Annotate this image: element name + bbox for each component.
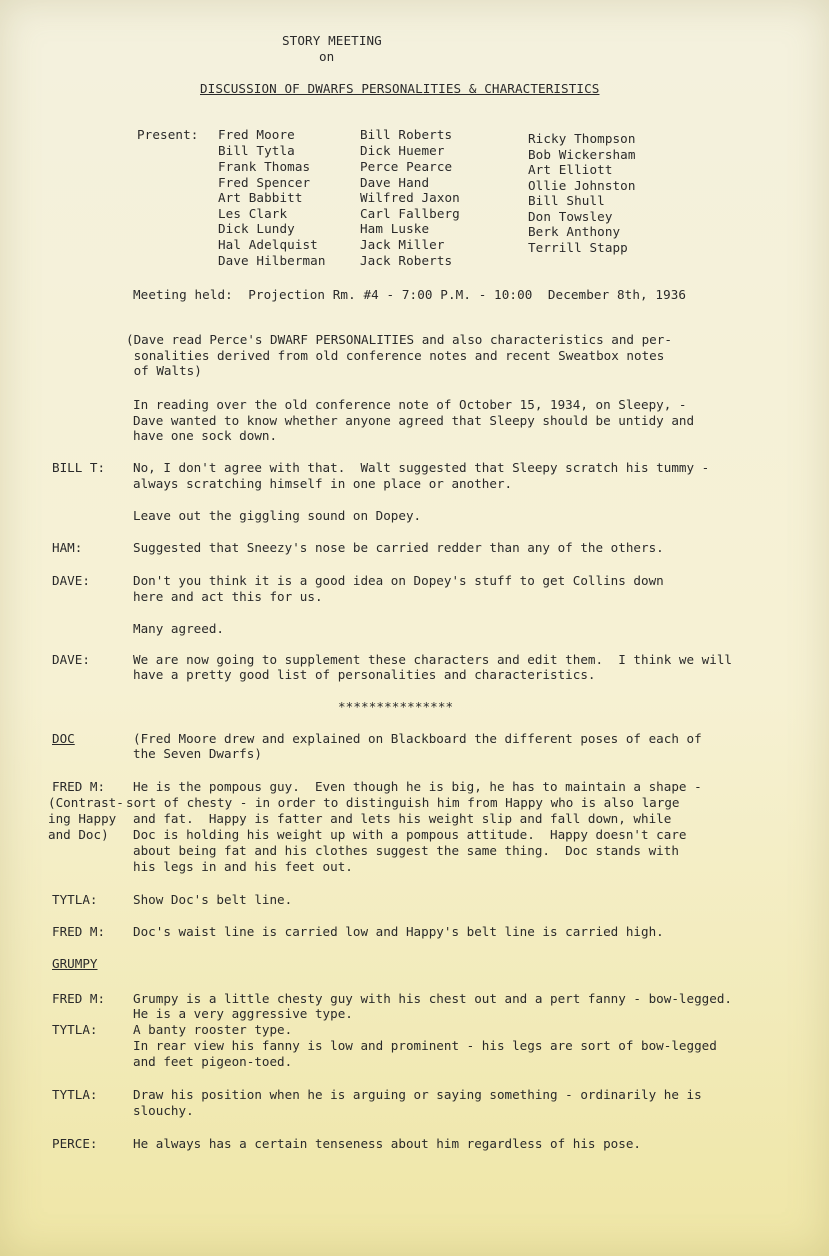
document-title: DISCUSSION OF DWARFS PERSONALITIES & CHARACTERISTICS [200, 81, 600, 96]
speaker-label: FRED M: [52, 991, 106, 1006]
dialogue-line: Show Doc's belt line. [133, 892, 293, 907]
header-line-on: on [319, 49, 335, 64]
attendee: Frank Thomas [218, 159, 311, 174]
dialogue-line: Doc is holding his weight up with a pompous attitude. Happy doesn't care [133, 827, 687, 842]
dialogue-line: He is the pompous guy. Even though he is big, he has to maintain a shape - [133, 779, 702, 794]
dialogue-line: Don't you think it is a good idea on Dopey's stuff to get Collins down [133, 573, 664, 588]
dialogue-line: always scratching himself in one place or another. [133, 476, 513, 491]
speaker-label: TYTLA: [52, 892, 98, 907]
attendee: Jack Miller [360, 237, 445, 252]
dialogue-line: He always has a certain tenseness about him regardless of his pose. [133, 1136, 641, 1151]
dialogue-line: We are now going to supplement these characters and edit them. I think we will [133, 652, 732, 667]
speaker-label: DAVE: [52, 573, 90, 588]
attendee: Perce Pearce [360, 159, 453, 174]
paragraph-line: have one sock down. [133, 428, 278, 443]
margin-note: ing Happy [48, 811, 117, 826]
dialogue-line: sort of chesty - in order to distinguish him from Happy who is also large [126, 795, 680, 810]
attendee: Hal Adelquist [218, 237, 318, 252]
speaker-label: PERCE: [52, 1136, 98, 1151]
attendee: Art Elliott [528, 162, 613, 177]
attendee: Les Clark [218, 206, 288, 221]
dialogue-line: his legs in and his feet out. [133, 859, 353, 874]
section-heading-doc: DOC [52, 731, 75, 746]
attendee: Bill Tytla [218, 143, 295, 158]
intro-line: sonalities derived from old conference notes and recent Sweatbox notes [126, 348, 665, 363]
dialogue-line: Many agreed. [133, 621, 224, 636]
attendee: Wilfred Jaxon [360, 190, 460, 205]
attendee: Ham Luske [360, 221, 430, 236]
speaker-label: TYTLA: [52, 1087, 98, 1102]
present-label: Present: [137, 127, 199, 142]
paragraph-line: In reading over the old conference note of October 15, 1934, on Sleepy, - [133, 397, 687, 412]
dialogue-line: about being fat and his clothes suggest the same thing. Doc stands with [133, 843, 679, 858]
attendee: Jack Roberts [360, 253, 453, 268]
speaker-label: TYTLA: [52, 1022, 98, 1037]
attendee: Dave Hand [360, 175, 430, 190]
dialogue-line: Suggested that Sneezy's nose be carried redder than any of the others. [133, 540, 664, 555]
attendee: Terrill Stapp [528, 240, 628, 255]
speaker-label: FRED M: [52, 779, 106, 794]
speaker-label: FRED M: [52, 924, 106, 939]
attendee: Ollie Johnston [528, 178, 636, 193]
dialogue-line: No, I don't agree with that. Walt suggested that Sleepy scratch his tummy - [133, 460, 710, 475]
attendee: Bill Shull [528, 193, 605, 208]
intro-line: (Dave read Perce's DWARF PERSONALITIES and also characteristics and per- [126, 332, 672, 347]
attendee: Don Towsley [528, 209, 613, 224]
dialogue-line: the Seven Dwarfs) [133, 746, 262, 761]
dialogue-line: In rear view his fanny is low and prominent - his legs are sort of bow-legged [133, 1038, 717, 1053]
attendee: Art Babbitt [218, 190, 303, 205]
intro-line: of Walts) [126, 363, 202, 378]
speaker-label: DAVE: [52, 652, 90, 667]
section-heading-grumpy: GRUMPY [52, 956, 98, 971]
dialogue-line: Grumpy is a little chesty guy with his chest out and a pert fanny - bow-legged. [133, 991, 732, 1006]
dialogue-line: have a pretty good list of personalities and characteristics. [133, 667, 596, 682]
speaker-label: BILL T: [52, 460, 106, 475]
attendee: Bob Wickersham [528, 147, 636, 162]
dialogue-line: and fat. Happy is fatter and lets his weight slip and fall down, while [133, 811, 672, 826]
margin-note: and Doc) [48, 827, 109, 842]
attendee: Carl Fallberg [360, 206, 460, 221]
paragraph-line: Dave wanted to know whether anyone agreed that Sleepy should be untidy and [133, 413, 695, 428]
dialogue-line: Draw his position when he is arguing or saying something - ordinarily he is [133, 1087, 702, 1102]
dialogue-line: here and act this for us. [133, 589, 323, 604]
dialogue-line: (Fred Moore drew and explained on Blackboard the different poses of each of [133, 731, 702, 746]
dialogue-line: A banty rooster type. [133, 1022, 293, 1037]
attendee: Dick Huemer [360, 143, 445, 158]
attendee: Dick Lundy [218, 221, 295, 236]
dialogue-line: slouchy. [133, 1103, 194, 1118]
attendee: Bill Roberts [360, 127, 453, 142]
attendee: Fred Moore [218, 127, 295, 142]
attendee: Dave Hilberman [218, 253, 326, 268]
dialogue-line: He is a very aggressive type. [133, 1006, 353, 1021]
speaker-label: HAM: [52, 540, 83, 555]
margin-note: (Contrast- [48, 795, 124, 810]
dialogue-line: Doc's waist line is carried low and Happy's belt line is carried high. [133, 924, 664, 939]
dialogue-line: Leave out the giggling sound on Dopey. [133, 508, 422, 523]
attendee: Fred Spencer [218, 175, 311, 190]
header-line-story-meeting: STORY MEETING [282, 33, 382, 48]
meeting-details: Meeting held: Projection Rm. #4 - 7:00 P.M. - 10:00 December 8th, 1936 [133, 287, 687, 302]
dialogue-line: and feet pigeon-toed. [133, 1054, 293, 1069]
attendee: Berk Anthony [528, 224, 621, 239]
attendee: Ricky Thompson [528, 131, 636, 146]
section-divider: *************** [338, 699, 454, 714]
